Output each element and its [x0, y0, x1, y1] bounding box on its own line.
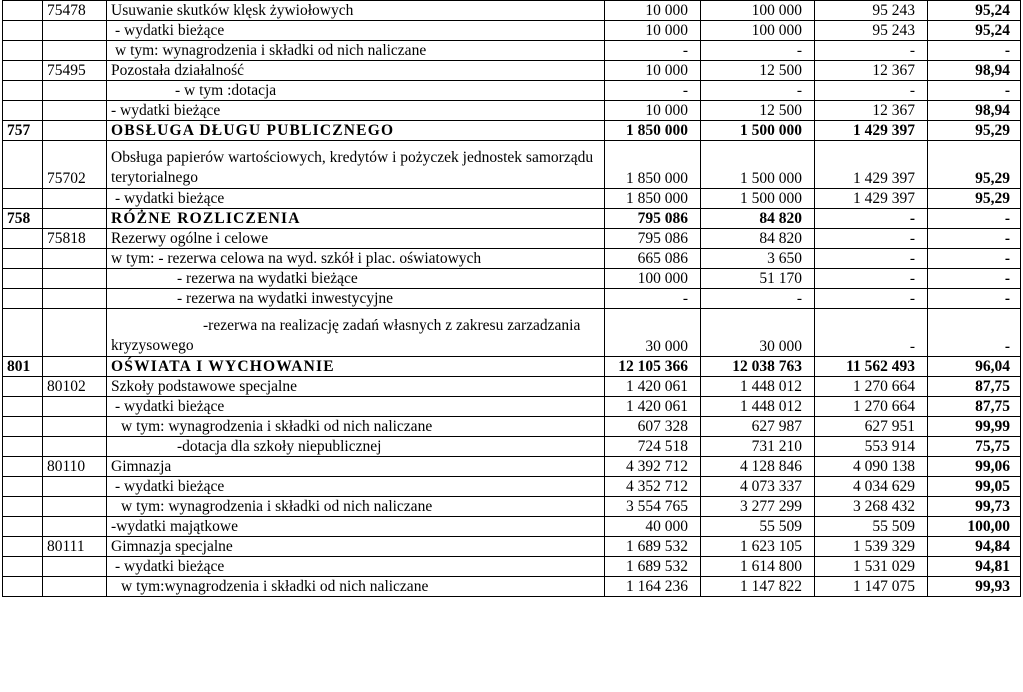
chapter-code-cell: 80110: [43, 457, 107, 477]
amended-plan-cell: 55 509: [701, 517, 815, 537]
plan-amount-cell: 10 000: [605, 61, 701, 81]
division-code-cell: [3, 577, 43, 597]
division-code-cell: [3, 229, 43, 249]
execution-amount-cell: -: [815, 81, 928, 101]
plan-amount-cell: 795 086: [605, 209, 701, 229]
plan-amount-cell: -: [605, 41, 701, 61]
execution-amount-cell: 627 951: [815, 417, 928, 437]
plan-amount-cell: 665 086: [605, 249, 701, 269]
amended-plan-cell: 731 210: [701, 437, 815, 457]
item-name-cell: - rezerwa na wydatki inwestycyjne: [107, 289, 605, 309]
item-name-cell: - wydatki bieżące: [107, 189, 605, 209]
execution-amount-cell: -: [815, 249, 928, 269]
table-row: [3, 189, 1021, 209]
execution-amount-cell: 12 367: [815, 61, 928, 81]
table-row: [3, 61, 1021, 81]
division-code-cell: [3, 61, 43, 81]
division-code-cell: 758: [3, 209, 43, 229]
plan-amount-cell: -: [605, 289, 701, 309]
chapter-code-cell: 75478: [43, 1, 107, 21]
item-name-cell: - w tym :dotacja: [107, 81, 605, 101]
chapter-code-cell: [43, 397, 107, 417]
execution-amount-cell: -: [815, 309, 928, 357]
division-code-cell: [3, 397, 43, 417]
execution-amount-cell: 95 243: [815, 21, 928, 41]
amended-plan-cell: 627 987: [701, 417, 815, 437]
table-row: [3, 1, 1021, 21]
chapter-code-cell: [43, 21, 107, 41]
execution-amount-cell: 1 429 397: [815, 189, 928, 209]
amended-plan-cell: 30 000: [701, 309, 815, 357]
execution-amount-cell: 4 090 138: [815, 457, 928, 477]
table-row: [3, 557, 1021, 577]
table-row: [3, 477, 1021, 497]
chapter-code-cell: [43, 477, 107, 497]
division-code-cell: 757: [3, 121, 43, 141]
execution-percent-cell: 98,94: [928, 101, 1021, 121]
amended-plan-cell: 84 820: [701, 229, 815, 249]
item-name-cell: Usuwanie skutków klęsk żywiołowych: [107, 1, 605, 21]
plan-amount-cell: 1 850 000: [605, 121, 701, 141]
execution-percent-cell: 100,00: [928, 517, 1021, 537]
execution-percent-cell: 95,29: [928, 141, 1021, 189]
execution-amount-cell: -: [815, 41, 928, 61]
amended-plan-cell: 12 500: [701, 61, 815, 81]
division-code-cell: [3, 1, 43, 21]
section-row: [3, 121, 1021, 141]
chapter-code-cell: [43, 101, 107, 121]
amended-plan-cell: 12 500: [701, 101, 815, 121]
amended-plan-cell: 1 614 800: [701, 557, 815, 577]
execution-percent-cell: 95,29: [928, 189, 1021, 209]
chapter-code-cell: [43, 557, 107, 577]
execution-percent-cell: 95,24: [928, 21, 1021, 41]
plan-amount-cell: 30 000: [605, 309, 701, 357]
item-name-cell: Obsługa papierów wartościowych, kredytów i pożyczek jednostek samorządu terytorialnego: [107, 141, 605, 189]
execution-percent-cell: -: [928, 289, 1021, 309]
division-code-cell: [3, 437, 43, 457]
execution-percent-cell: -: [928, 229, 1021, 249]
amended-plan-cell: 1 500 000: [701, 141, 815, 189]
plan-amount-cell: 3 554 765: [605, 497, 701, 517]
section-row: [3, 209, 1021, 229]
amended-plan-cell: 4 128 846: [701, 457, 815, 477]
item-name-cell: - wydatki bieżące: [107, 477, 605, 497]
plan-amount-cell: 795 086: [605, 229, 701, 249]
execution-amount-cell: -: [815, 289, 928, 309]
execution-percent-cell: -: [928, 81, 1021, 101]
amended-plan-cell: 1 147 822: [701, 577, 815, 597]
item-name-cell: w tym: wynagrodzenia i składki od nich naliczane: [107, 497, 605, 517]
table-row: [3, 417, 1021, 437]
chapter-code-cell: [43, 121, 107, 141]
chapter-code-cell: 75818: [43, 229, 107, 249]
chapter-code-cell: [43, 189, 107, 209]
execution-percent-cell: 99,06: [928, 457, 1021, 477]
execution-amount-cell: 11 562 493: [815, 357, 928, 377]
budget-table-body: [3, 1, 1021, 597]
plan-amount-cell: 1 420 061: [605, 377, 701, 397]
plan-amount-cell: 1 850 000: [605, 141, 701, 189]
chapter-code-cell: [43, 289, 107, 309]
chapter-code-cell: [43, 497, 107, 517]
execution-percent-cell: 99,93: [928, 577, 1021, 597]
division-code-cell: [3, 249, 43, 269]
table-row: [3, 377, 1021, 397]
item-name-cell: OBSŁUGA DŁUGU PUBLICZNEGO: [107, 121, 605, 141]
item-name-cell: OŚWIATA I WYCHOWANIE: [107, 357, 605, 377]
division-code-cell: [3, 377, 43, 397]
division-code-cell: [3, 21, 43, 41]
execution-amount-cell: 1 531 029: [815, 557, 928, 577]
execution-percent-cell: 96,04: [928, 357, 1021, 377]
item-name-cell: Rezerwy ogólne i celowe: [107, 229, 605, 249]
execution-percent-cell: -: [928, 209, 1021, 229]
item-name-cell: -wydatki majątkowe: [107, 517, 605, 537]
plan-amount-cell: 1 689 532: [605, 537, 701, 557]
item-name-cell: - wydatki bieżące: [107, 397, 605, 417]
amended-plan-cell: -: [701, 289, 815, 309]
execution-percent-cell: -: [928, 41, 1021, 61]
item-name-cell: Szkoły podstawowe specjalne: [107, 377, 605, 397]
division-code-cell: [3, 557, 43, 577]
execution-percent-cell: 99,73: [928, 497, 1021, 517]
item-name-cell: w tym: wynagrodzenia i składki od nich naliczane: [107, 417, 605, 437]
execution-amount-cell: 55 509: [815, 517, 928, 537]
division-code-cell: [3, 477, 43, 497]
table-row: [3, 249, 1021, 269]
table-row: [3, 141, 1021, 189]
plan-amount-cell: 1 164 236: [605, 577, 701, 597]
division-code-cell: [3, 457, 43, 477]
chapter-code-cell: [43, 517, 107, 537]
execution-amount-cell: -: [815, 269, 928, 289]
execution-percent-cell: 87,75: [928, 377, 1021, 397]
chapter-code-cell: [43, 41, 107, 61]
execution-amount-cell: -: [815, 209, 928, 229]
table-row: [3, 437, 1021, 457]
item-name-cell: Gimnazja: [107, 457, 605, 477]
execution-amount-cell: 1 147 075: [815, 577, 928, 597]
execution-amount-cell: 1 270 664: [815, 397, 928, 417]
plan-amount-cell: 40 000: [605, 517, 701, 537]
plan-amount-cell: 100 000: [605, 269, 701, 289]
division-code-cell: [3, 189, 43, 209]
execution-amount-cell: 4 034 629: [815, 477, 928, 497]
item-name-cell: w tym:wynagrodzenia i składki od nich naliczane: [107, 577, 605, 597]
item-name-cell: RÓŻNE ROZLICZENIA: [107, 209, 605, 229]
plan-amount-cell: 4 352 712: [605, 477, 701, 497]
item-name-cell: w tym: wynagrodzenia i składki od nich naliczane: [107, 41, 605, 61]
table-row: [3, 497, 1021, 517]
amended-plan-cell: 100 000: [701, 21, 815, 41]
table-row: [3, 269, 1021, 289]
amended-plan-cell: 12 038 763: [701, 357, 815, 377]
plan-amount-cell: 10 000: [605, 1, 701, 21]
amended-plan-cell: 3 650: [701, 249, 815, 269]
chapter-code-cell: [43, 577, 107, 597]
table-row: [3, 457, 1021, 477]
execution-amount-cell: -: [815, 229, 928, 249]
chapter-code-cell: [43, 269, 107, 289]
division-code-cell: [3, 101, 43, 121]
chapter-code-cell: [43, 417, 107, 437]
plan-amount-cell: 10 000: [605, 101, 701, 121]
execution-percent-cell: 94,84: [928, 537, 1021, 557]
execution-percent-cell: -: [928, 269, 1021, 289]
plan-amount-cell: 1 689 532: [605, 557, 701, 577]
execution-percent-cell: 87,75: [928, 397, 1021, 417]
plan-amount-cell: 724 518: [605, 437, 701, 457]
division-code-cell: [3, 309, 43, 357]
division-code-cell: [3, 41, 43, 61]
plan-amount-cell: 1 850 000: [605, 189, 701, 209]
chapter-code-cell: 75702: [43, 141, 107, 189]
item-name-cell: - wydatki bieżące: [107, 557, 605, 577]
chapter-code-cell: 75495: [43, 61, 107, 81]
chapter-code-cell: 80111: [43, 537, 107, 557]
division-code-cell: [3, 289, 43, 309]
execution-amount-cell: 12 367: [815, 101, 928, 121]
execution-percent-cell: 95,24: [928, 1, 1021, 21]
execution-amount-cell: 1 270 664: [815, 377, 928, 397]
table-row: [3, 309, 1021, 357]
amended-plan-cell: 4 073 337: [701, 477, 815, 497]
amended-plan-cell: -: [701, 41, 815, 61]
division-code-cell: [3, 81, 43, 101]
division-code-cell: [3, 269, 43, 289]
item-name-cell: -dotacja dla szkoły niepublicznej: [107, 437, 605, 457]
table-row: [3, 41, 1021, 61]
item-name-cell: Gimnazja specjalne: [107, 537, 605, 557]
table-row: [3, 517, 1021, 537]
execution-percent-cell: 99,05: [928, 477, 1021, 497]
execution-percent-cell: -: [928, 309, 1021, 357]
chapter-code-cell: [43, 209, 107, 229]
amended-plan-cell: 1 448 012: [701, 397, 815, 417]
table-row: [3, 21, 1021, 41]
amended-plan-cell: 84 820: [701, 209, 815, 229]
table-row: [3, 577, 1021, 597]
division-code-cell: [3, 517, 43, 537]
execution-amount-cell: 3 268 432: [815, 497, 928, 517]
execution-percent-cell: 94,81: [928, 557, 1021, 577]
execution-amount-cell: 1 429 397: [815, 141, 928, 189]
division-code-cell: [3, 417, 43, 437]
execution-amount-cell: 1 429 397: [815, 121, 928, 141]
item-name-cell: Pozostała działalność: [107, 61, 605, 81]
chapter-code-cell: [43, 357, 107, 377]
budget-table: [2, 0, 1021, 597]
table-row: [3, 229, 1021, 249]
amended-plan-cell: 51 170: [701, 269, 815, 289]
execution-amount-cell: 1 539 329: [815, 537, 928, 557]
execution-amount-cell: 95 243: [815, 1, 928, 21]
plan-amount-cell: 10 000: [605, 21, 701, 41]
table-row: [3, 289, 1021, 309]
plan-amount-cell: -: [605, 81, 701, 101]
chapter-code-cell: [43, 81, 107, 101]
table-row: [3, 101, 1021, 121]
amended-plan-cell: 1 448 012: [701, 377, 815, 397]
plan-amount-cell: 12 105 366: [605, 357, 701, 377]
plan-amount-cell: 607 328: [605, 417, 701, 437]
chapter-code-cell: [43, 249, 107, 269]
execution-percent-cell: 98,94: [928, 61, 1021, 81]
execution-percent-cell: 95,29: [928, 121, 1021, 141]
table-row: [3, 397, 1021, 417]
chapter-code-cell: [43, 309, 107, 357]
plan-amount-cell: 1 420 061: [605, 397, 701, 417]
item-name-cell: w tym: - rezerwa celowa na wyd. szkół i plac. oświatowych: [107, 249, 605, 269]
amended-plan-cell: -: [701, 81, 815, 101]
division-code-cell: [3, 537, 43, 557]
item-name-cell: - wydatki bieżące: [107, 21, 605, 41]
item-name-cell: - wydatki bieżące: [107, 101, 605, 121]
chapter-code-cell: 80102: [43, 377, 107, 397]
section-row: [3, 357, 1021, 377]
execution-percent-cell: -: [928, 249, 1021, 269]
chapter-code-cell: [43, 437, 107, 457]
table-row: [3, 81, 1021, 101]
plan-amount-cell: 4 392 712: [605, 457, 701, 477]
division-code-cell: [3, 497, 43, 517]
amended-plan-cell: 1 500 000: [701, 121, 815, 141]
amended-plan-cell: 1 500 000: [701, 189, 815, 209]
division-code-cell: [3, 141, 43, 189]
amended-plan-cell: 3 277 299: [701, 497, 815, 517]
division-code-cell: 801: [3, 357, 43, 377]
amended-plan-cell: 100 000: [701, 1, 815, 21]
table-row: [3, 537, 1021, 557]
amended-plan-cell: 1 623 105: [701, 537, 815, 557]
execution-percent-cell: 75,75: [928, 437, 1021, 457]
item-name-cell: -rezerwa na realizację zadań własnych z zakresu zarzadzania kryzysowego: [107, 309, 605, 357]
execution-percent-cell: 99,99: [928, 417, 1021, 437]
execution-amount-cell: 553 914: [815, 437, 928, 457]
item-name-cell: - rezerwa na wydatki bieżące: [107, 269, 605, 289]
